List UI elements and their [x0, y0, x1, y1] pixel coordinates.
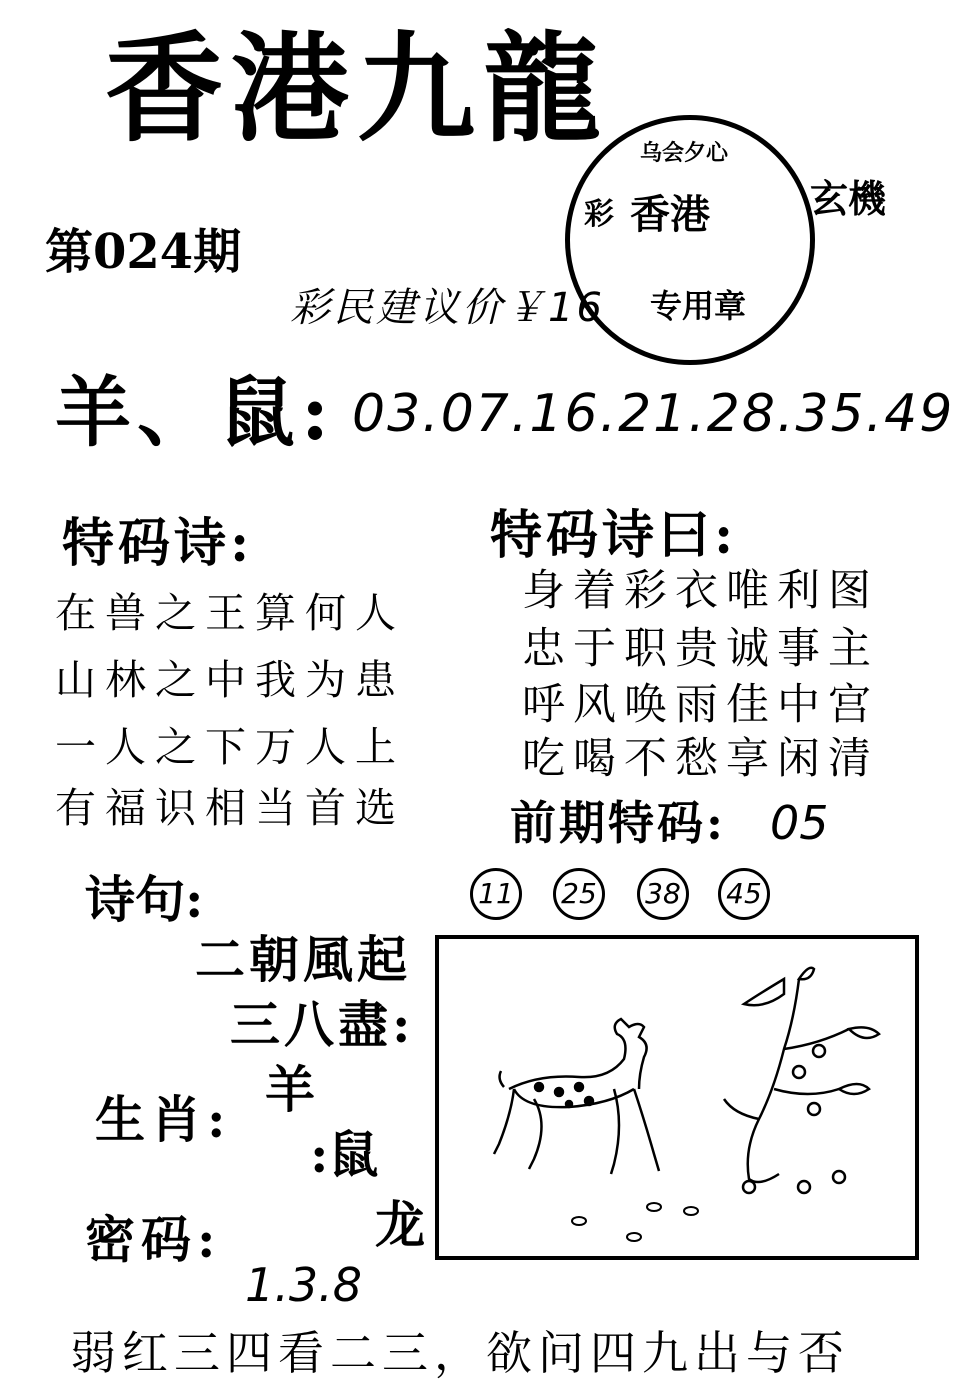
- code-label: 密码:: [85, 1210, 222, 1269]
- circled-number: 45: [718, 868, 770, 920]
- main-numbers: 03.07.16.21.28.35.49: [352, 384, 955, 444]
- stamp-right-text: 玄機: [810, 176, 887, 221]
- stamp-left-text: 彩: [584, 197, 614, 232]
- zodiac-value-1: 羊: [265, 1060, 315, 1119]
- poem-right-title: 特码诗曰:: [490, 505, 738, 566]
- issue-number: 第024期: [45, 224, 242, 280]
- zodiac-label: 生肖:: [95, 1090, 232, 1149]
- poem-right-line-2: 忠于职贵诚事主: [522, 624, 879, 674]
- zodiac-value-2: :鼠: [310, 1125, 379, 1184]
- stamp-center-text: 香港: [630, 191, 710, 238]
- previous-value: 05: [770, 796, 829, 850]
- poem-left-line-3: 一人之下万人上: [55, 723, 405, 771]
- illustration-frame: [435, 935, 919, 1260]
- poem-right-line-4: 吃喝不愁享闲清: [522, 734, 879, 784]
- page-title: 香港九龍: [105, 19, 610, 158]
- poem-left-line-4: 有福识相当首选: [55, 784, 405, 832]
- circled-number: 11: [470, 868, 522, 920]
- code-value: 1.3.8: [245, 1258, 363, 1312]
- price-text: 彩民建议价￥16: [290, 285, 605, 331]
- poem-left-title: 特码诗:: [62, 513, 254, 574]
- poem-right-line-3: 呼风唤雨佳中宫: [522, 680, 879, 730]
- illustration-svg: [439, 939, 915, 1256]
- stamp-top-text: 乌会夕心: [640, 140, 729, 166]
- zodiac-value-3: 龙: [375, 1195, 425, 1254]
- previous-label: 前期特码:: [510, 796, 726, 850]
- verse-line-2: 三八盡:: [230, 995, 415, 1054]
- poem-left-line-2: 山林之中我为患: [55, 656, 405, 704]
- branch-illustration: [724, 968, 879, 1193]
- circled-number: 25: [553, 868, 605, 920]
- deer-illustration: [494, 1019, 659, 1174]
- main-zodiac: 羊、鼠:: [55, 368, 336, 457]
- coin-icon: [572, 1203, 698, 1241]
- circled-number: 38: [637, 868, 689, 920]
- poem-left-line-1: 在兽之王算何人: [55, 589, 405, 637]
- footer-line: 弱红三四看二三，欲问四九出与否: [70, 1326, 850, 1380]
- verse-label: 诗句:: [85, 870, 204, 929]
- stamp-bottom-text: 专用章: [650, 287, 747, 325]
- poem-right-line-1: 身着彩衣唯利图: [522, 566, 879, 616]
- verse-line-1: 二朝風起: [195, 930, 411, 989]
